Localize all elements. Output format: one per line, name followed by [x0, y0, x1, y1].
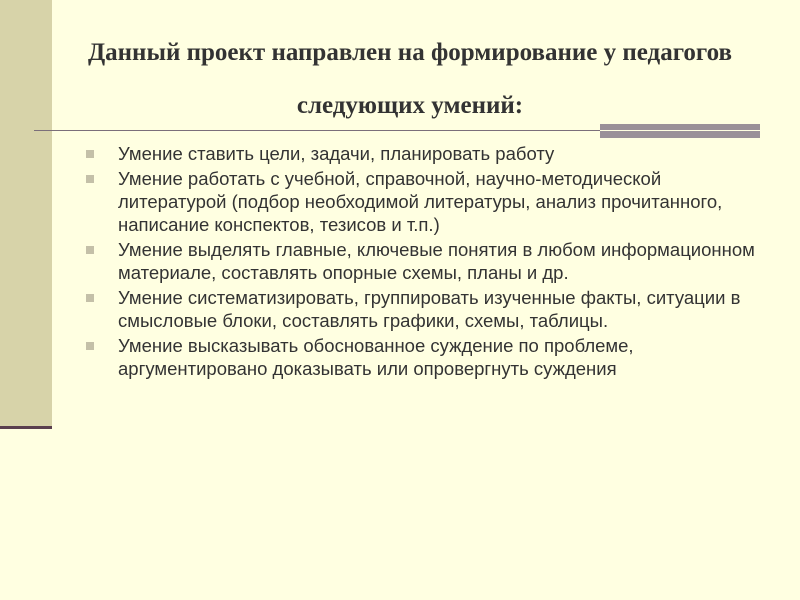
bullet-item: [84, 167, 764, 236]
bullet-item: [84, 238, 764, 284]
slide-title: Данный проект направлен на формирование у педагогов следующих умений:: [87, 39, 733, 119]
bullet-item: [84, 142, 764, 165]
bullet-item: [84, 334, 764, 380]
square-bullet-icon: [86, 294, 94, 302]
bullet-text: Умение ставить цели, задачи, планировать работу: [118, 143, 555, 164]
bullet-text: Умение работать с учебной, справочной, научно-методической литературой (подбор необходимой литературы, анализ прочитанного, написание конспектов, тезисов и т.п.): [118, 168, 723, 235]
bullet-text: Умение выделять главные, ключевые понятия в любом информационном материале, составлять опорные схемы, планы и др.: [118, 239, 755, 283]
side-band-edge-line: [0, 426, 52, 429]
square-bullet-icon: [86, 246, 94, 254]
bullet-list: [84, 142, 764, 382]
square-bullet-icon: [86, 150, 94, 158]
bullet-text: Умение высказывать обоснованное суждение по проблеме, аргументировано доказывать или опровергнуть суждения: [118, 335, 634, 379]
square-bullet-icon: [86, 342, 94, 350]
title-accent-bar: [600, 124, 760, 138]
title-divider-line: [34, 130, 600, 131]
side-decorative-band: [0, 0, 52, 426]
bullet-text: Умение систематизировать, группировать изученные факты, ситуации в смысловые блоки, составлять графики, схемы, таблицы.: [118, 287, 741, 331]
square-bullet-icon: [86, 175, 94, 183]
bullet-item: [84, 286, 764, 332]
